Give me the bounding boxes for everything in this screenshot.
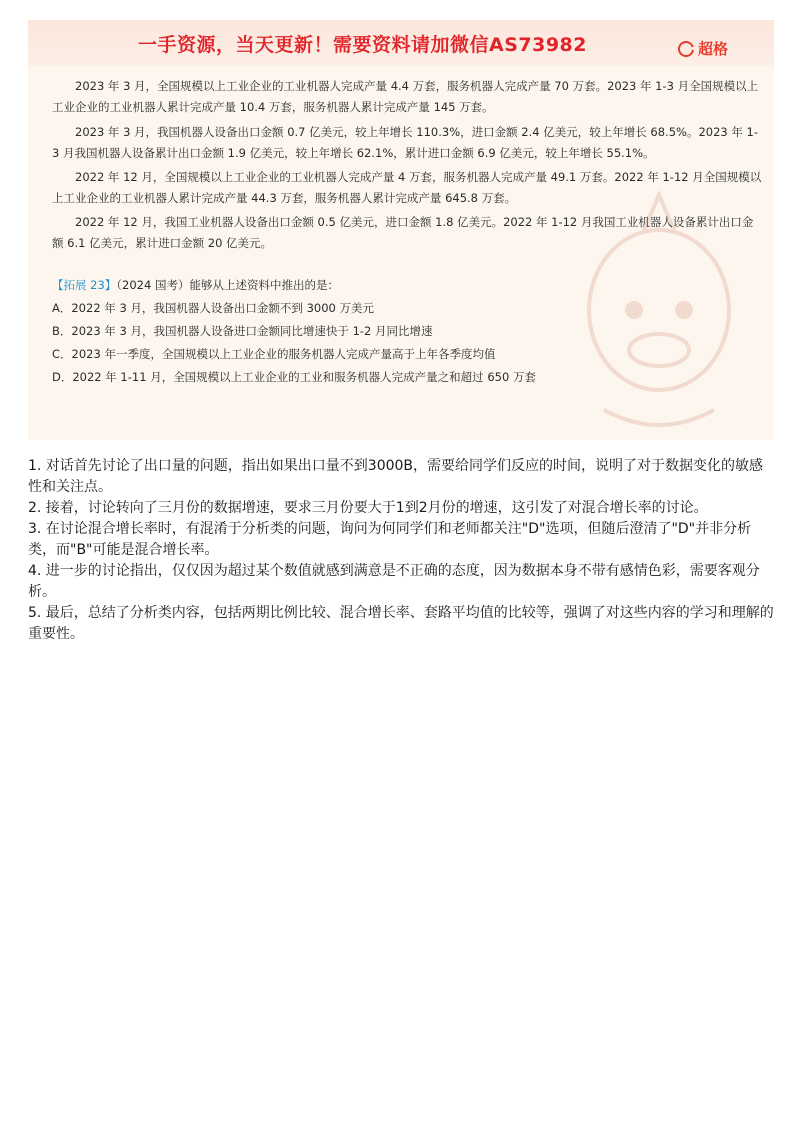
note-1: 1. 对话首先讨论了出口量的问题，指出如果出口量不到3000B，需要给同学们反应的时间，说明了对于数据变化的敏感性和关注点。 bbox=[28, 458, 764, 495]
note-2: 2. 接着，讨论转向了三月份的数据增速，要求三月份要大于1到2月份的增速，这引发了对混合增长率的讨论。 bbox=[28, 500, 708, 516]
option-c: C．2023 年一季度，全国规模以上工业企业的服务机器人完成产量高于上年各季度均值 bbox=[52, 347, 496, 361]
paragraph-3 bbox=[52, 167, 764, 209]
logo-icon bbox=[678, 41, 694, 57]
option-a: A．2022 年 3 月，我国机器人设备出口金额不到 3000 万美元 bbox=[52, 301, 374, 315]
note-3: 3. 在讨论混合增长率时，有混淆于分析类的问题，询问为何同学们和老师都关注"D"选项，但随后澄清了"D"并非分析类，而"B"可能是混合增长率。 bbox=[28, 521, 752, 558]
note-4: 4. 进一步的讨论指出，仅仅因为超过某个数值就感到满意是不正确的态度，因为数据本身不带有感情色彩，需要客观分析。 bbox=[28, 563, 760, 600]
question-block bbox=[52, 274, 764, 389]
paragraph-text: 2022 年 12 月，我国工业机器人设备出口金额 0.5 亿美元，进口金额 1.8 亿美元。2022 年 1-12 月我国工业机器人设备累计出口金额 6.1 亿美元，累计进口金额 20 亿美元。 bbox=[52, 215, 754, 250]
question-tag: 【拓展 23】 bbox=[52, 278, 117, 292]
option-d: D．2022 年 1-11 月，全国规模以上工业企业的工业和服务机器人完成产量之和超过 650 万套 bbox=[52, 370, 536, 384]
question-stem-text: （2024 国考）能够从上述资料中推出的是： bbox=[116, 278, 339, 292]
paragraph-1 bbox=[52, 76, 764, 118]
paragraph-text: 2022 年 12 月，全国规模以上工业企业的工业机器人完成产量 4 万套，服务机器人完成产量 49.1 万套。2022 年 1-12 月全国规模以上工业企业的工业机器人累计完成产量 44.3 万套，服务机器人累计完成产量 645.8 万套。 bbox=[52, 170, 762, 205]
summary-notes bbox=[28, 456, 774, 645]
banner-text: 一手资源，当天更新！需要资料请加微信AS73982 bbox=[138, 34, 587, 56]
paragraph-text: 2023 年 3 月，全国规模以上工业企业的工业机器人完成产量 4.4 万套，服务机器人完成产量 70 万套。2023 年 1-3 月全国规模以上工业企业的工业机器人累计完成产量 10.4 万套，服务机器人累计完成产量 145 万套。 bbox=[52, 79, 759, 114]
note-5: 5. 最后，总结了分析类内容，包括两期比例比较、混合增长率、套路平均值的比较等，强调了对这些内容的学习和理解的重要性。 bbox=[28, 605, 774, 642]
paragraph-2 bbox=[52, 122, 764, 164]
paragraph-text: 2023 年 3 月，我国机器人设备出口金额 0.7 亿美元，较上年增长 110.3%，进口金额 2.4 亿美元，较上年增长 68.5%。2023 年 1-3 月我国机器人设备累计出口金额 1.9 亿美元，较上年增长 62.1%，累计进口金额 6.9 亿美元，较上年增长 55.1%。 bbox=[52, 125, 758, 160]
embedded-screenshot bbox=[28, 20, 774, 440]
question-stem bbox=[52, 274, 764, 297]
brand-logo bbox=[678, 38, 728, 59]
paragraph-4 bbox=[52, 212, 764, 254]
option-b: B．2023 年 3 月，我国机器人设备进口金额同比增速快于 1-2 月同比增速 bbox=[52, 324, 433, 338]
logo-text: 超格 bbox=[697, 40, 728, 58]
banner bbox=[28, 20, 774, 66]
